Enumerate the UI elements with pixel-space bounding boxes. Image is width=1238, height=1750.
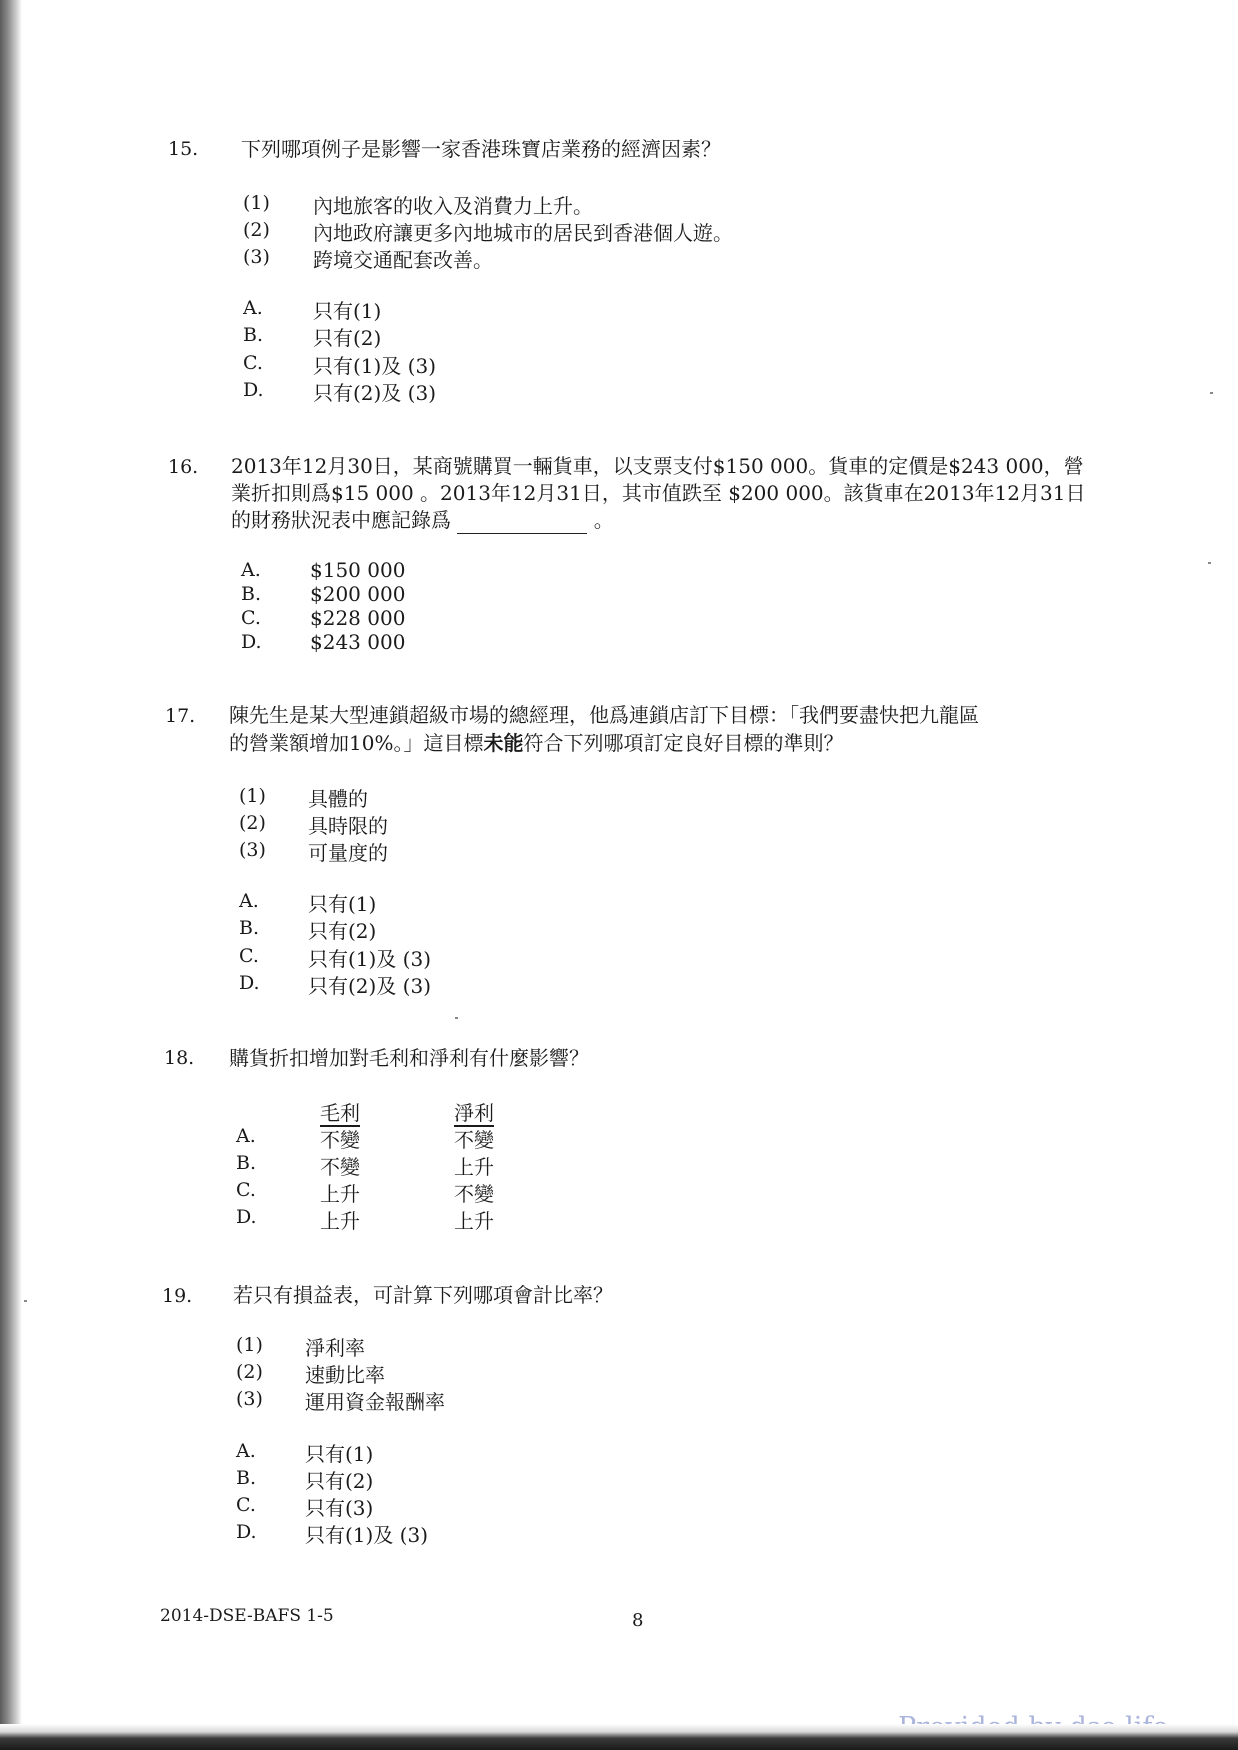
option-text: $150 000 (310, 558, 406, 582)
option-label: D. (236, 1206, 257, 1228)
statement-label: (3) (243, 246, 270, 268)
question-stem-line-2 (229, 730, 843, 757)
question-number: 18. (164, 1047, 195, 1069)
statement-text: 跨境交通配套改善。 (313, 248, 493, 272)
question-number: 15. (168, 138, 199, 160)
statement-text: 具體的 (308, 787, 368, 811)
option-text: 只有(1) (313, 299, 382, 323)
option-label: B. (239, 917, 260, 939)
emphasis-text: 未能 (483, 731, 524, 755)
option-text: 只有(2) (308, 919, 377, 943)
option-label: B. (236, 1467, 257, 1489)
option-label: D. (236, 1521, 257, 1543)
option-text: 只有(1)及 (3) (313, 354, 437, 378)
option-label: B. (241, 583, 262, 605)
question-stem: 若只有損益表，可計算下列哪項會計比率？ (233, 1283, 613, 1307)
scan-bottom-edge-shadow (0, 1724, 1238, 1750)
question-stem: 下列哪項例子是影響一家香港珠寶店業務的經濟因素？ (241, 137, 721, 161)
option-label: D. (239, 972, 260, 994)
option-label: A. (236, 1125, 256, 1147)
statement-label: (3) (236, 1388, 263, 1410)
statement-text: 內地旅客的收入及消費力上升。 (313, 194, 593, 218)
scan-speck (1208, 562, 1211, 564)
question-number: 16. (168, 456, 199, 478)
scan-speck (24, 1300, 27, 1302)
option-text: 只有(1) (308, 892, 377, 916)
statement-text: 具時限的 (308, 814, 388, 838)
option-gross-profit: 上升 (320, 1209, 360, 1233)
option-label: D. (241, 631, 262, 653)
column-header-gross-profit: 毛利 (320, 1101, 360, 1125)
statement-label: (2) (236, 1361, 263, 1383)
option-net-profit: 不變 (454, 1128, 494, 1152)
option-label: C. (236, 1179, 256, 1201)
option-text: 只有(3) (305, 1496, 374, 1520)
option-text: 只有(2)及 (3) (313, 381, 437, 405)
option-gross-profit: 不變 (320, 1128, 360, 1152)
scan-left-edge-shadow (0, 0, 22, 1750)
stem-text: 的營業額增加10%。」這目標 (229, 731, 484, 755)
option-text: 只有(2) (305, 1469, 374, 1493)
stem-text: 符合下列哪項訂定良好目標的準則？ (523, 731, 844, 755)
option-label: B. (243, 324, 264, 346)
option-gross-profit: 不變 (320, 1155, 360, 1179)
option-label: C. (239, 945, 259, 967)
page-number: 8 (632, 1610, 644, 1631)
option-label: A. (241, 559, 261, 581)
statement-label: (2) (243, 219, 270, 241)
question-stem-line-1: 陳先生是某大型連鎖超級市場的總經理，他爲連鎖店訂下目標：「我們要盡快把九龍區 (229, 703, 979, 727)
statement-label: (3) (239, 839, 266, 861)
option-net-profit: 上升 (454, 1209, 494, 1233)
scan-speck (455, 1017, 458, 1019)
option-label: C. (236, 1494, 256, 1516)
question-stem-line-2: 業折扣則爲$15 000 。2013年12月31日，其市值跌至 $200 000。該貨車在2013年12月31日 (231, 481, 1086, 505)
option-label: A. (236, 1440, 256, 1462)
statement-text: 可量度的 (308, 841, 388, 865)
question-number: 19. (162, 1285, 193, 1307)
statement-label: (1) (243, 192, 270, 214)
option-text: $228 000 (310, 606, 406, 630)
option-label: C. (243, 352, 263, 374)
option-text: 只有(1)及 (3) (308, 947, 432, 971)
question-stem: 購貨折扣增加對毛利和淨利有什麼影響？ (229, 1046, 589, 1070)
statement-text: 淨利率 (305, 1336, 365, 1360)
statement-label: (1) (236, 1334, 263, 1356)
option-label: C. (241, 607, 261, 629)
stem-end-punctuation: 。 (593, 508, 614, 532)
answer-blank (457, 515, 587, 534)
statement-text: 速動比率 (305, 1363, 385, 1387)
option-net-profit: 不變 (454, 1182, 494, 1206)
option-label: B. (236, 1152, 257, 1174)
stem-text: 的財務狀況表中應記錄爲 (231, 508, 451, 532)
statement-label: (2) (239, 812, 266, 834)
option-label: A. (243, 297, 263, 319)
statement-label: (1) (239, 785, 266, 807)
column-header-net-profit: 淨利 (454, 1101, 494, 1125)
statement-text: 內地政府讓更多內地城市的居民到香港個人遊。 (313, 221, 733, 245)
option-gross-profit: 上升 (320, 1182, 360, 1206)
option-net-profit: 上升 (454, 1155, 494, 1179)
scan-speck (1210, 392, 1213, 394)
option-text: 只有(2) (313, 326, 382, 350)
option-label: A. (239, 890, 259, 912)
option-text: 只有(1)及 (3) (305, 1523, 429, 1547)
question-stem-line-3 (231, 507, 614, 534)
question-number: 17. (165, 705, 196, 727)
option-text: 只有(1) (305, 1442, 374, 1466)
statement-text: 運用資金報酬率 (305, 1390, 445, 1414)
option-text: $200 000 (310, 582, 406, 606)
option-text: $243 000 (310, 630, 406, 654)
question-stem-line-1: 2013年12月30日，某商號購買一輛貨車，以支票支付$150 000。貨車的定價是$243 000，營 (231, 454, 1084, 478)
paper-code: 2014-DSE-BAFS 1-5 (160, 1606, 334, 1626)
option-text: 只有(2)及 (3) (308, 974, 432, 998)
option-label: D. (243, 379, 264, 401)
